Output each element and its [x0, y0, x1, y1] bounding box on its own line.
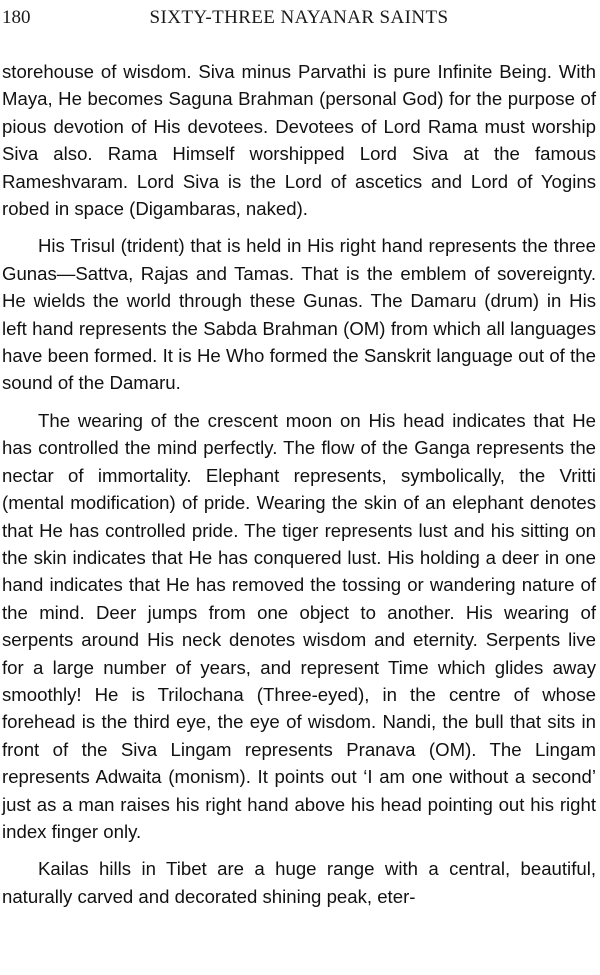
paragraph-continuation: storehouse of wisdom. Siva minus Parvathi is pure Infinite Being. With Maya, He becomes Saguna Brahman (personal God) for the purpose of pious devotion of His devotees. Devotees of Lord Rama must worship Siva also. Rama Himself worshipped Lord Siva at the famous Rameshvaram. Lord Siva is the Lord of ascetics and Lord of Yogins robed in space (Digambaras, naked). — [2, 61, 596, 220]
paragraph-crescent-moon: The wearing of the crescent moon on His head indicates that He has controlled the mind perfectly. The flow of the Ganga represents the nectar of immortality. Elephant represents, symbolically, the Vritti (mental modification) of pride. Wearing the skin of an elephant denotes that He has controlled pride. The tiger represents lust and his sitting on the skin indicates that He has conquered lust. His holding a deer in one hand indicates that He has removed the tossing or wandering nature of the mind. Deer jumps from one object to another. His wearing of serpents around His neck denotes wisdom and eternity. Serpents live for a large number of years, and represent Time which glides away smoothly! He is Trilochana (Three-eyed), in the centre of whose forehead is the third eye, the eye of wisdom. Nandi, the bull that sits in front of the Siva Lingam represents Pranava (OM). The Lingam represents Adwaita (monism). It points out ‘I am one without a second’ just as a man raises his right hand above his head pointing out his right index finger only. — [2, 409, 596, 842]
page-number: 180 — [2, 7, 31, 28]
page-header — [2, 6, 596, 32]
paragraph-kailas: Kailas hills in Tibet are a huge range with a central, beautiful, naturally carved and decorated shining peak, eter- — [2, 858, 596, 907]
paragraph-trisul: His Trisul (trident) that is held in His right hand represents the three Gunas—Sattva, Rajas and Tamas. That is the emblem of sovereignty. He wields the world through these Gunas. The Damaru (drum) in His left hand represents the Sabda Brahman (OM) from which all languages have been formed. It is He Who formed the Sanskrit language out of the sound of the Damaru. — [2, 235, 596, 394]
running-head: SIXTY-THREE NAYANAR SAINTS — [149, 7, 449, 28]
body-text — [2, 58, 596, 920]
